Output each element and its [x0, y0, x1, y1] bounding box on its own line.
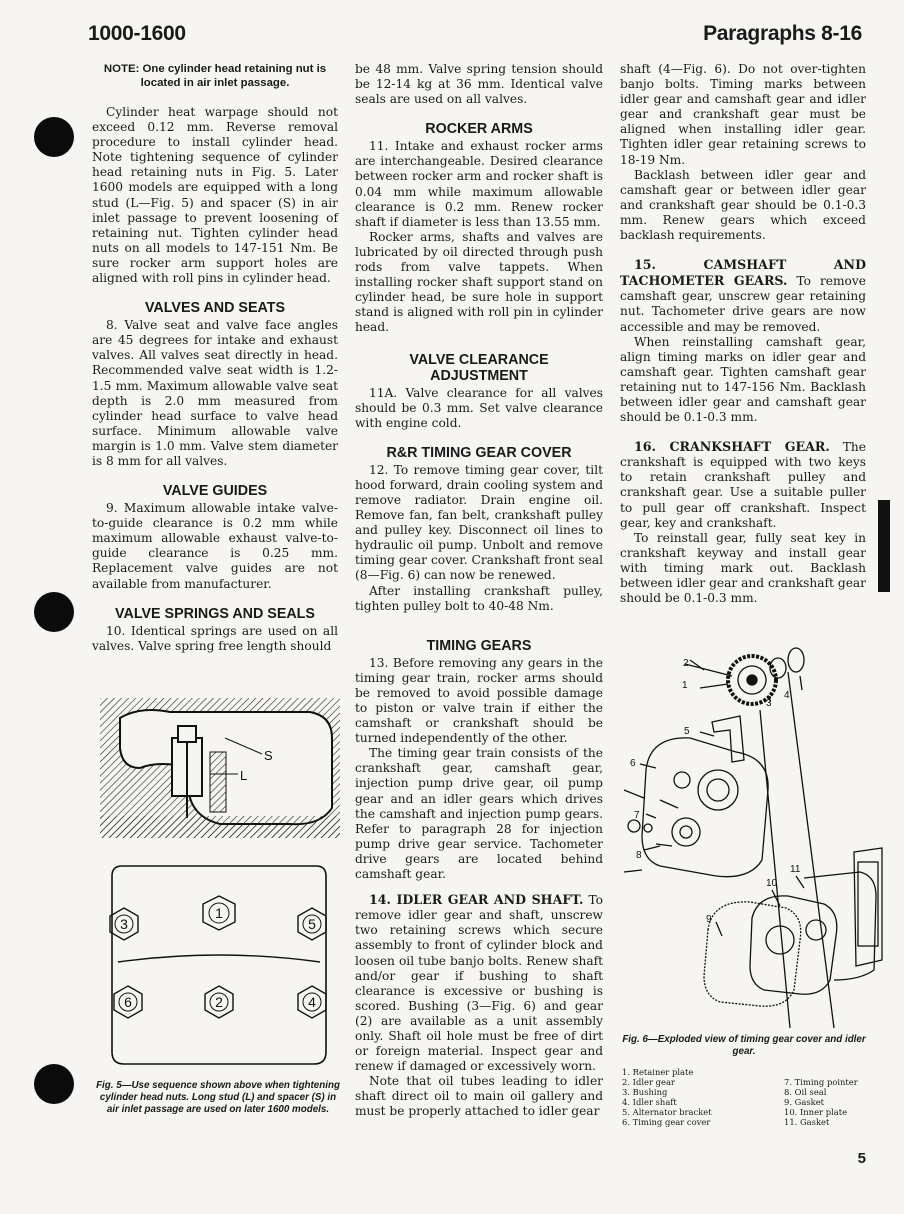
page-number: 5	[857, 1150, 866, 1167]
paragraph-10-continued: be 48 mm. Valve spring tension should be 12-14 kg at 36 mm. Identical valve seals are used on all valves.	[355, 62, 603, 107]
legend-item: 10. Inner plate	[784, 1107, 848, 1117]
callout-10: 10	[766, 878, 778, 889]
callout-8: 8	[636, 850, 642, 861]
legend-item: 7. Timing pointer	[784, 1077, 858, 1087]
legend-item: 2. Idler gear	[622, 1077, 675, 1087]
paragraph: To reinstall gear, fully seat key in crankshaft keyway and install gear with timing mark out. Backlash between idler gear and crankshaft gear should be 0.1-0.3 mm.	[620, 530, 866, 606]
paragraph-14-continued: shaft (4—Fig. 6). Do not over-tighten banjo bolts. Timing marks between idler gear and camshaft gear and idler gear and crankshaft gear must be aligned when installing idler gear. Tighten idler gear retaining screws to 18-19 Nm.	[620, 62, 866, 167]
callout-9: 9	[706, 914, 712, 925]
callout-7: 7	[634, 810, 640, 821]
legend-item: 5. Alternator bracket	[622, 1107, 712, 1117]
model-range-header: 1000-1600	[88, 22, 186, 45]
fig5-caption: Fig. 5—Use sequence shown above when tightening cylinder head nuts. Long stud (L) and spacer (S) in air inlet passage are used on later 1600 models.	[96, 1080, 340, 1115]
paragraph-14: 14. IDLER GEAR AND SHAFT. To remove idler gear and shaft, unscrew two retaining screws which secure assembly to front of cylinder block and loosen oil tube banjo bolts. Renew shaft and/or gear if bushing to shaft clearance is excessive or bushing is scored. Bushing (3—Fig. 6) and gear (2) are available as a unit assembly only. Shaft oil hole must be free of dirt or foreign material. Inspect gear and renew if damaged or excessively worn.	[355, 892, 603, 1074]
paragraph-13: 13. Before removing any gears in the timing gear train, rocker arms should be removed to avoid possible damage to piston or valve train if either the camshaft or crankshaft should be turned independently of the other.	[355, 655, 603, 746]
legend-item: 9. Gasket	[784, 1097, 825, 1107]
legend-item: 3. Bushing	[622, 1087, 668, 1097]
section-heading-rocker-arms: ROCKER ARMS	[425, 121, 533, 138]
nut-3: 3	[120, 916, 128, 932]
nut-2: 2	[215, 994, 223, 1010]
fig5-cross-section-illustration	[100, 698, 340, 838]
fig6-legend-left	[622, 1067, 712, 1127]
section-heading-valve-clearance	[355, 352, 603, 384]
column-1	[92, 62, 338, 654]
paragraph: Note that oil tubes leading to idler shaft direct oil to main oil gallery and must be properly attached to idler gear	[355, 1074, 603, 1119]
nut-6: 6	[124, 994, 132, 1010]
note: NOTE: One cylinder head retaining nut is located in air inlet passage.	[103, 63, 327, 89]
paragraph: Rocker arms, shafts and valves are lubricated by oil directed through push rods from valve tappets. When installing rocker shaft support stand on cylinder head, be sure hole in support stand is aligned with roll pin in cylinder head.	[355, 229, 603, 335]
paragraph-8: 8. Valve seat and valve face angles are 45 degrees for intake and exhaust valves. All valves seat directly in head. Recommended valve seat width is 1.2-1.5 mm. Maximum allowable valve seat depth is 2.0 mm measured from cylinder head surface to valve head surface. Minimum allowable valve margin is 1.0 mm. Valve stem diameter is 8 mm for all valves.	[92, 318, 338, 468]
binder-hole	[34, 592, 74, 632]
paragraph-15: 15. CAMSHAFT AND TACHOMETER GEARS. To remove camshaft gear, unscrew gear retaining nut. Tachometer drive gears are now accessible and may be removed.	[620, 257, 866, 334]
label-l: L	[240, 768, 248, 783]
legend-item: 8. Oil seal	[784, 1087, 827, 1097]
label-s: S	[264, 748, 273, 763]
paragraph-10: 10. Identical springs are used on all valves. Valve spring free length should	[92, 623, 338, 653]
paragraph-9: 9. Maximum allowable intake valve-to-guide clearance is 0.2 mm while maximum allowable exhaust valve-to-guide clearance is 0.25 mm. Replacement valve guides are not available from manufacturer.	[92, 501, 338, 591]
legend-item: 6. Timing gear cover	[622, 1117, 711, 1127]
paragraph: The timing gear train consists of the crankshaft gear, camshaft gear, injection pump drive gear, oil pump gear and an idler gears which drives the camshaft and injection pump gears. Refer to paragraph 28 for injection pump drive gear service. Tachometer drive gears are located behind camshaft gear.	[355, 746, 603, 882]
paragraph: When reinstalling camshaft gear, align timing marks on idler gear and camshaft gear. Tighten camshaft gear retaining nut to 147-156 Nm. Backlash between idler gear and camshaft gear should be 0.1-0.3 mm.	[620, 334, 866, 425]
paragraph-11: 11. Intake and exhaust rocker arms are interchangeable. Desired clearance between rocker arm and rocker shaft is 0.04 mm while maximum allowable clearance is 0.2 mm. Renew rocker shaft if diameter is less than 13.55 mm.	[355, 139, 603, 229]
section-heading-timing-gear-cover: R&R TIMING GEAR COVER	[386, 444, 572, 461]
callout-3: 3	[766, 698, 772, 709]
callout-5: 5	[684, 726, 690, 737]
section-heading-valves-seats: VALVES AND SEATS	[144, 300, 286, 317]
binder-hole	[34, 1064, 74, 1104]
fig6-legend-right	[784, 1077, 858, 1127]
thumb-tab-mark	[878, 500, 890, 592]
nut-4: 4	[308, 994, 316, 1010]
heading-line-1: VALVE CLEARANCE	[409, 351, 549, 368]
column-2	[355, 62, 603, 1120]
callout-6: 6	[630, 758, 636, 769]
inline-heading: 16. CRANKSHAFT GEAR.	[634, 439, 830, 455]
column-3	[620, 62, 866, 606]
callout-4: 4	[784, 690, 790, 701]
section-heading-springs-seals: VALVE SPRINGS AND SEALS	[115, 605, 315, 622]
heading-line-2: ADJUSTMENT	[430, 367, 528, 384]
legend-item: 11. Gasket	[784, 1117, 830, 1127]
section-heading-valve-guides: VALVE GUIDES	[162, 483, 268, 500]
legend-item: 1. Retainer plate	[622, 1067, 694, 1077]
nut-1: 1	[215, 905, 223, 921]
callout-11: 11	[790, 864, 801, 875]
inline-heading: 15. CAMSHAFT AND TACHOMETER GEARS.	[620, 257, 866, 289]
paragraph-16: 16. CRANKSHAFT GEAR. The crankshaft is equipped with two keys to retain crankshaft pulley and crankshaft gear. Use a suitable puller to pull gear off crankshaft. Inspect gear, key and crankshaft.	[620, 439, 866, 530]
fig5-tightening-sequence-diagram	[104, 856, 334, 1074]
fig6-caption: Fig. 6—Exploded view of timing gear cover and idler gear.	[622, 1034, 866, 1057]
inline-heading: 14. IDLER GEAR AND SHAFT.	[369, 892, 584, 908]
callout-2: 2	[683, 658, 689, 669]
paragraphs-header: Paragraphs 8-16	[703, 22, 862, 45]
section-heading-timing-gears: TIMING GEARS	[426, 637, 532, 654]
paragraph: Cylinder heat warpage should not exceed 0.12 mm. Reverse removal procedure to install cylinder head. Note tightening sequence of cylinder head retaining nuts in Fig. 5. Later 1600 models are equipped with a long stud (L—Fig. 5) and spacer (S) in air inlet passage to prevent loosening of retaining nut. Tighten cylinder head nuts on all models to 147-151 Nm. Be sure rocker arm support holes are aligned with roll pins in cylinder head.	[92, 105, 338, 286]
nut-5: 5	[308, 916, 316, 932]
paragraph: Backlash between idler gear and camshaft gear or between idler gear and crankshaft gear should be 0.1-0.3 mm. Renew gears which exceed backlash requirements.	[620, 167, 866, 243]
binder-hole	[34, 117, 74, 157]
legend-item: 4. Idler shaft	[622, 1097, 677, 1107]
callout-1: 1	[682, 680, 688, 691]
paragraph-12: 12. To remove timing gear cover, tilt hood forward, drain cooling system and remove radiator. Drain engine oil. Remove fan, fan belt, crankshaft pulley and pulley key. Disconnect oil lines to hydraulic oil pump. Unbolt and remove timing gear cover. Crankshaft front seal (8—Fig. 6) can now be renewed.	[355, 462, 603, 583]
paragraph-11a: 11A. Valve clearance for all valves should be 0.3 mm. Set valve clearance with engine cold.	[355, 385, 603, 430]
fig6-exploded-view-illustration	[620, 640, 886, 1030]
paragraph: After installing crankshaft pulley, tighten pulley bolt to 40-48 Nm.	[355, 583, 603, 613]
